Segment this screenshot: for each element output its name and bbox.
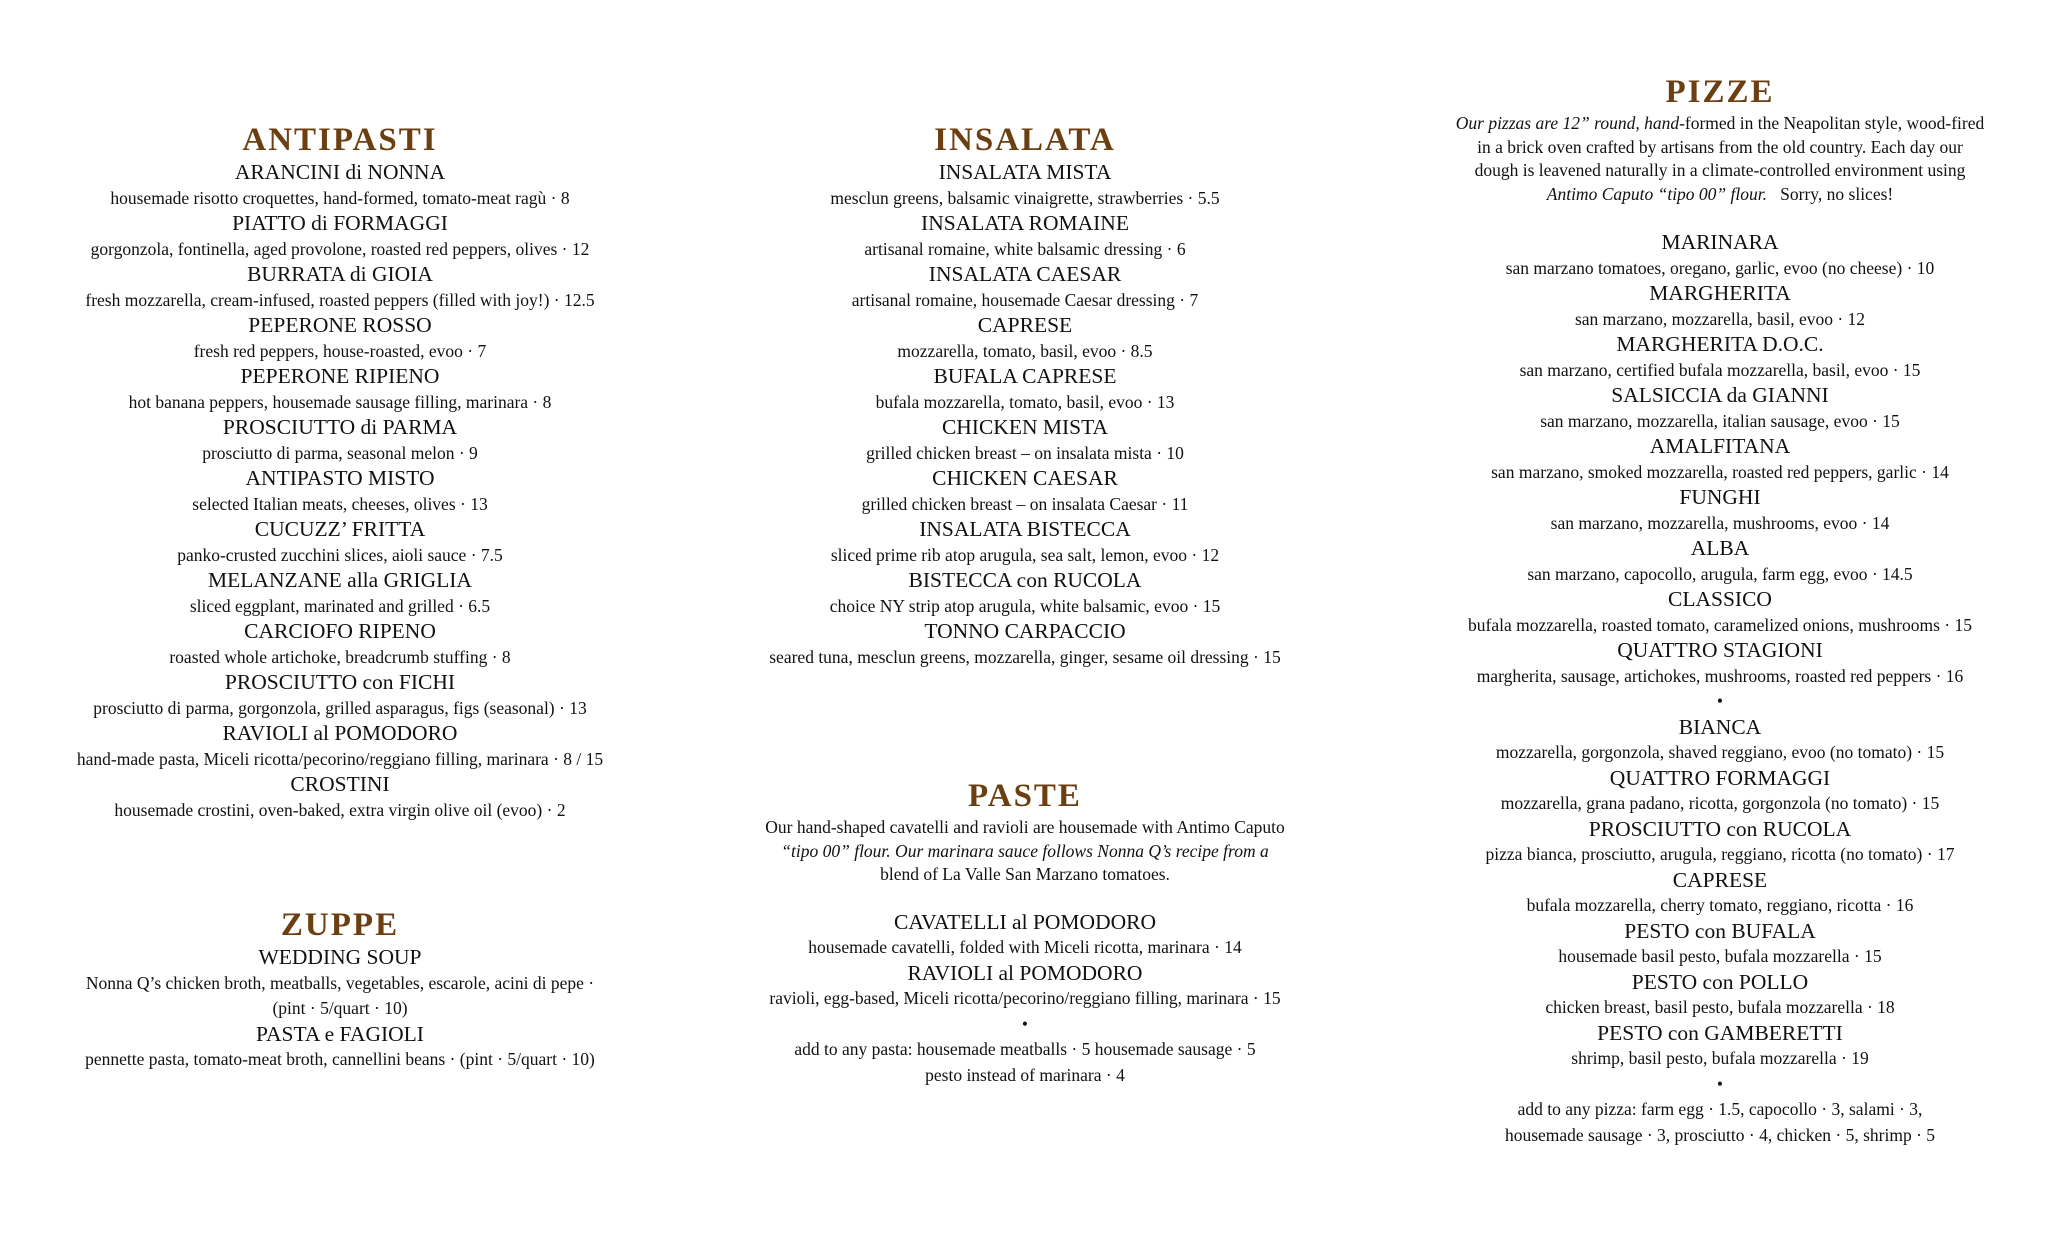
zuppe-column — [20, 905, 660, 1073]
menu-item-name: WEDDING SOUP — [258, 945, 422, 969]
menu-item-name: QUATTRO FORMAGGI — [1609, 765, 1831, 790]
bullet-separator: • — [1021, 1013, 1029, 1034]
menu-item-desc: margherita, sausage, artichokes, mushrooms, roasted red peppers · 16 — [1476, 665, 1964, 686]
menu-item-name: PEPERONE RIPIENO — [240, 364, 440, 388]
menu-item-name: CAPRESE — [1672, 867, 1768, 892]
pizze-intro-text: Sorry, no slices! — [1767, 183, 1894, 204]
menu-item-desc: shrimp, basil pesto, bufala mozzarella · 19 — [1571, 1048, 1869, 1068]
menu-item-name: CHICKEN CAESAR — [932, 466, 1118, 490]
insalata-column — [705, 120, 1345, 670]
menu-item-desc: fresh mozzarella, cream-infused, roasted peppers (filled with joy!) · 12.5 — [85, 289, 595, 310]
paste-intro-line: blend of La Valle San Marzano tomatoes. — [880, 864, 1170, 884]
menu-item-name: CAPRESE — [977, 313, 1073, 337]
menu-item-name: INSALATA CAESAR — [928, 262, 1122, 286]
menu-item-name: PESTO con GAMBERETTI — [1597, 1020, 1843, 1045]
menu-item-name: PASTA e FAGIOLI — [256, 1021, 424, 1046]
menu-item-name: MELANZANE alla GRIGLIA — [208, 568, 472, 592]
menu-item-desc: bufala mozzarella, tomato, basil, evoo · 13 — [875, 391, 1175, 412]
menu-item-name: PIATTO di FORMAGGI — [232, 211, 448, 235]
menu-item-desc: hand-made pasta, Miceli ricotta/pecorino/reggiano filling, marinara · 8 / 15 — [76, 748, 604, 769]
pizze-intro-italic: Our pizzas are 12” round, hand- — [1455, 113, 1685, 133]
menu-item-name: INSALATA BISTECCA — [919, 517, 1131, 541]
menu-item-desc: roasted whole artichoke, breadcrumb stuffing · 8 — [169, 646, 511, 667]
menu-item-name: MARINARA — [1661, 230, 1779, 254]
menu-item-name: RAVIOLI al POMODORO — [222, 721, 458, 745]
menu-item-desc: fresh red peppers, house-roasted, evoo · 7 — [193, 340, 487, 361]
menu-item-desc: chicken breast, basil pesto, bufala mozzarella · 18 — [1545, 997, 1895, 1017]
pizze-addon: add to any pizza: farm egg · 1.5, capocollo · 3, salami · 3, — [1517, 1099, 1923, 1119]
menu-item-name: ALBA — [1690, 536, 1750, 560]
menu-item-name: QUATTRO STAGIONI — [1617, 638, 1823, 662]
menu-item-desc: grilled chicken breast – on insalata mista · 10 — [866, 442, 1184, 463]
pizze-heading: PIZZE — [1665, 74, 1775, 110]
menu-item-name: BISTECCA con RUCOLA — [908, 568, 1142, 592]
menu-item-desc: san marzano, mozzarella, italian sausage, evoo · 15 — [1540, 410, 1900, 431]
menu-item-desc: san marzano tomatoes, oregano, garlic, evoo (no cheese) · 10 — [1505, 257, 1935, 278]
menu-item-name: PEPERONE ROSSO — [248, 313, 432, 337]
pizze-column — [1400, 72, 2040, 1148]
menu-item-name: AMALFITANA — [1649, 434, 1791, 458]
paste-addon: pesto instead of marinara · 4 — [925, 1064, 1125, 1085]
menu-item-name: CLASSICO — [1668, 587, 1772, 611]
menu-item-desc: mesclun greens, balsamic vinaigrette, strawberries · 5.5 — [830, 187, 1220, 208]
menu-item-desc: grilled chicken breast – on insalata Caesar · 11 — [861, 493, 1189, 514]
menu-item-desc: prosciutto di parma, gorgonzola, grilled asparagus, figs (seasonal) · 13 — [93, 697, 587, 718]
paste-column — [705, 776, 1345, 1088]
menu-item-name: PESTO con POLLO — [1631, 969, 1809, 994]
paste-intro-line — [705, 840, 1345, 864]
menu-item-name: PESTO con BUFALA — [1624, 918, 1816, 943]
menu-item-desc: pizza bianca, prosciutto, arugula, reggiano, ricotta (no tomato) · 17 — [1485, 844, 1955, 864]
menu-item-desc: panko-crusted zucchini slices, aioli sauce · 7.5 — [177, 544, 503, 565]
pizze-intro-line: in a brick oven crafted by artisans from the old country. Each day our — [1477, 136, 1963, 157]
menu-item-desc: housemade cavatelli, folded with Miceli ricotta, marinara · 14 — [808, 937, 1242, 957]
bullet-separator: • — [1716, 691, 1724, 711]
menu-item-name: BUFALA CAPRESE — [933, 364, 1117, 388]
pizze-intro-line — [1400, 183, 2040, 207]
menu-item-desc: mozzarella, gorgonzola, shaved reggiano, evoo (no tomato) · 15 — [1495, 742, 1945, 762]
bullet-separator: • — [1716, 1073, 1724, 1094]
menu-item-name: MARGHERITA — [1649, 281, 1791, 305]
menu-item-desc: san marzano, mozzarella, basil, evoo · 12 — [1574, 308, 1866, 329]
menu-item-name: CROSTINI — [290, 772, 390, 796]
menu-item-desc: artisanal romaine, housemade Caesar dressing · 7 — [851, 289, 1199, 310]
menu-item-desc: (pint · 5/quart · 10) — [272, 998, 408, 1018]
menu-item-desc: selected Italian meats, cheeses, olives · 13 — [192, 493, 488, 514]
menu-item-desc: housemade risotto croquettes, hand-formed, tomato-meat ragù · 8 — [110, 187, 570, 208]
pizze-intro-text: formed in the Neapolitan style, wood-fired — [1684, 113, 1985, 133]
menu-item-name: CHICKEN MISTA — [941, 415, 1109, 439]
menu-item-name: FUNGHI — [1679, 485, 1761, 509]
insalata-heading: INSALATA — [934, 122, 1116, 158]
menu-item-desc: san marzano, capocollo, arugula, farm egg, evoo · 14.5 — [1527, 563, 1913, 584]
menu-item-name: CARCIOFO RIPENO — [244, 619, 436, 643]
menu-item-name: BIANCA — [1678, 714, 1762, 739]
menu-item-desc: prosciutto di parma, seasonal melon · 9 — [202, 442, 478, 463]
menu-item-name: CAVATELLI al POMODORO — [894, 909, 1156, 934]
menu-item-desc: Nonna Q’s chicken broth, meatballs, vegetables, escarole, acini di pepe · — [85, 972, 595, 993]
menu-item-desc: sliced eggplant, marinated and grilled · 6.5 — [189, 595, 491, 616]
pizze-addon: housemade sausage · 3, prosciutto · 4, chicken · 5, shrimp · 5 — [1504, 1124, 1936, 1145]
menu-item-desc: hot banana peppers, housemade sausage filling, marinara · 8 — [128, 391, 552, 412]
menu-item-desc: seared tuna, mesclun greens, mozzarella, ginger, sesame oil dressing · 15 — [769, 646, 1281, 667]
menu-item-name: PROSCIUTTO di PARMA — [222, 415, 458, 439]
antipasti-list — [20, 160, 660, 823]
pizze-intro-line: dough is leavened naturally in a climate-controlled environment using — [1474, 160, 1966, 180]
menu-item-desc: choice NY strip atop arugula, white balsamic, evoo · 15 — [829, 595, 1221, 616]
paste-intro-italic: “tipo 00” flour. Our marinara sauce follows Nonna Q’s recipe from a — [781, 840, 1269, 861]
menu-item-name: PROSCIUTTO con FICHI — [224, 670, 456, 694]
menu-item-desc: san marzano, mozzarella, mushrooms, evoo · 14 — [1550, 512, 1890, 533]
pizze-intro-italic: Antimo Caputo “tipo 00” flour. — [1546, 183, 1768, 204]
menu-item-name: BURRATA di GIOIA — [247, 262, 433, 286]
menu-item-desc: bufala mozzarella, cherry tomato, reggiano, ricotta · 16 — [1526, 895, 1914, 915]
menu-item-desc: sliced prime rib atop arugula, sea salt, lemon, evoo · 12 — [830, 544, 1220, 565]
menu-item-name: PROSCIUTTO con RUCOLA — [1588, 816, 1852, 841]
menu-item-desc: housemade crostini, oven-baked, extra virgin olive oil (evoo) · 2 — [114, 799, 566, 820]
menu-item-name: INSALATA MISTA — [938, 160, 1112, 184]
menu-item-desc: mozzarella, grana padano, ricotta, gorgonzola (no tomato) · 15 — [1500, 793, 1940, 813]
menu-item-desc: gorgonzola, fontinella, aged provolone, roasted red peppers, olives · 12 — [90, 238, 590, 259]
menu-item-name: ARANCINI di NONNA — [234, 160, 446, 184]
menu-item-name: ANTIPASTO MISTO — [245, 466, 435, 490]
menu-item-desc: housemade basil pesto, bufala mozzarella · 15 — [1558, 946, 1882, 966]
menu-item-desc: pennette pasta, tomato-meat broth, cannellini beans · (pint · 5/quart · 10) — [85, 1049, 595, 1069]
menu-item-desc: mozzarella, tomato, basil, evoo · 8.5 — [897, 340, 1153, 361]
menu-item-name: MARGHERITA D.O.C. — [1616, 332, 1824, 356]
menu-item-name: TONNO CARPACCIO — [924, 619, 1126, 643]
menu-item-name: CUCUZZ’ FRITTA — [254, 517, 426, 541]
menu-item-name: RAVIOLI al POMODORO — [907, 960, 1143, 985]
menu-item-desc: san marzano, certified bufala mozzarella, basil, evoo · 15 — [1519, 359, 1921, 380]
menu-item-desc: artisanal romaine, white balsamic dressing · 6 — [864, 238, 1186, 259]
zuppe-heading: ZUPPE — [280, 907, 400, 943]
menu-item-desc: san marzano, smoked mozzarella, roasted red peppers, garlic · 14 — [1491, 461, 1949, 482]
paste-addon: add to any pasta: housemade meatballs · 5 housemade sausage · 5 — [794, 1039, 1256, 1059]
pizze-intro-line — [1400, 112, 2040, 136]
menu-item-name: SALSICCIA da GIANNI — [1611, 383, 1829, 407]
menu-item-desc: ravioli, egg-based, Miceli ricotta/pecorino/reggiano filling, marinara · 15 — [769, 988, 1281, 1008]
paste-heading: PASTE — [968, 778, 1082, 814]
menu-item-desc: bufala mozzarella, roasted tomato, caramelized onions, mushrooms · 15 — [1468, 614, 1972, 635]
antipasti-column — [20, 120, 660, 823]
paste-intro-line: Our hand-shaped cavatelli and ravioli are housemade with Antimo Caputo — [765, 817, 1285, 837]
menu-item-name: INSALATA ROMAINE — [921, 211, 1129, 235]
antipasti-heading: ANTIPASTI — [242, 122, 438, 158]
